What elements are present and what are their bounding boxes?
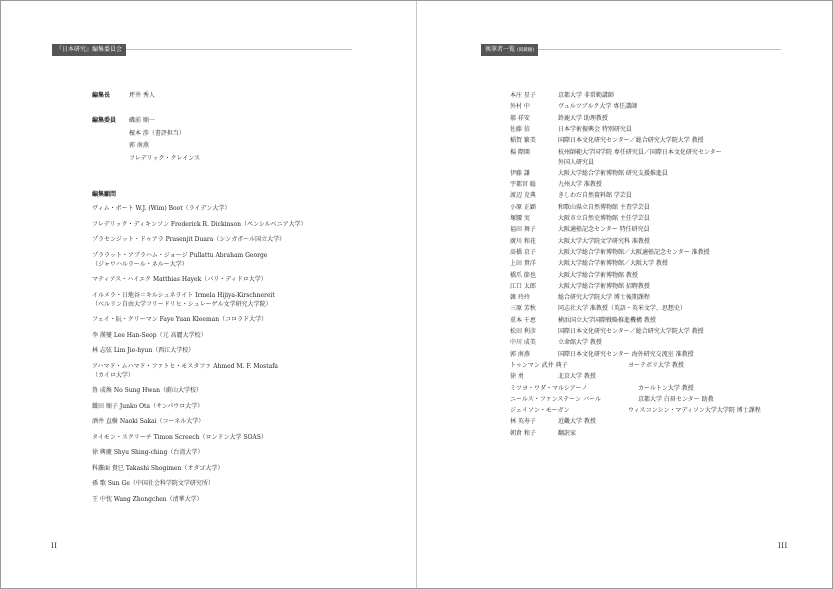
author-name: 楊 際開 [510, 148, 530, 156]
left-folio: II [51, 542, 58, 550]
author-affiliation: 大阪大学総合学術博物館 研究支援推進員 [558, 169, 668, 177]
author-name: 松田 利彦 [510, 328, 536, 335]
left-page [1, 1, 416, 588]
author-affiliation: きしわだ自然資料館 学芸員 [558, 192, 632, 200]
advisor-entry: 林 志弦 Lim Jie-hyun（西江大学校） [92, 347, 195, 354]
author-affiliation: 翻訳家 [558, 429, 577, 437]
advisor-entry: タイモン・スクリーチ Timon Screech（ロンドン大学 SOAS） [92, 433, 267, 441]
author-name: 三原 芳秋 [510, 305, 536, 313]
chief-name: 坪井 秀人 [129, 92, 155, 99]
author-name: 稲賀 繁美 [510, 137, 536, 145]
author-affiliation: 大阪大学総合学術博物館 教授 [558, 271, 638, 279]
author-name: 渡辺 克典 [510, 192, 536, 200]
authors-heading-bar [481, 44, 781, 56]
author-affiliation: 和歌山県立自然博物館 主査学芸員 [558, 203, 650, 211]
advisor-entry-continued: （ベルリン自由大学フリードリヒ・シュレーゲル文学研究大学院） [92, 300, 272, 308]
author-affiliation: 九州大学 准教授 [558, 181, 602, 189]
heading-text: 執筆者一覧 [485, 46, 516, 53]
author-affiliation-continued: 外国人研究員 [558, 158, 595, 166]
author-affiliation: ウィスコンシン・マディソン大学大学院 博士課程 [628, 407, 761, 415]
author-name: ミツヨ・ワダ・マルシアーノ [510, 384, 588, 392]
heading-text: 『日本研究』編集委員会 [56, 46, 123, 53]
advisor-entry: 魯 成煥 No Sung Hwan（蔚山大学校） [92, 387, 202, 394]
author-affiliation: 同志社大学 准教授（英語・英米文学、思想史） [558, 305, 686, 313]
author-name: ジェイソン・モーガン [510, 407, 570, 415]
advisor-entry: 王 中忱 Wang Zhongchen（清華大学） [92, 495, 203, 503]
advisor-entry: 李 漢燮 Lee Han-Seop（元 高麗大学校） [92, 331, 207, 339]
author-name: 塚腰 実 [510, 215, 530, 222]
advisor-entry-continued: （カイロ大学） [92, 371, 134, 379]
author-affiliation: ヨーテボリ大学 教授 [628, 361, 684, 369]
committee-member: 郭 南燕 [129, 142, 149, 149]
author-affiliation: 国際日本文化研究センター 海外研究交流室 准教授 [558, 350, 694, 358]
author-name: 上田 貴洋 [510, 260, 536, 268]
author-name: 本庄 星子 [510, 92, 536, 99]
author-affiliation: 大阪大学大学院文学研究科 准教授 [558, 237, 650, 245]
author-name: 橋爪 節也 [510, 271, 536, 279]
advisor-entry: 科蘿面 貴巳 Takashi Shogimen（オタゴ大学） [92, 464, 224, 472]
advisor-entry: フェイ・阮・クリーマン Faye Yuan Kleeman（コロラド大学） [92, 316, 268, 323]
heading-subtext: (掲載順) [517, 48, 535, 53]
author-affiliation: 国際日本文化研究センター／総合研究大学院大学 教授 [558, 137, 704, 145]
author-name: 重本 千恵 [510, 316, 536, 324]
author-name: 徐 勇 [510, 373, 524, 381]
committee-member: 磯前 順一 [129, 117, 155, 124]
author-name: 福田 舞子 [510, 226, 536, 234]
author-name: 郭 南燕 [510, 350, 530, 358]
author-affiliation: 近畿大学 教授 [558, 418, 596, 426]
author-affiliation: 大阪適塾記念センター 特任研究員 [558, 226, 650, 234]
author-affiliation: 日本学術振興会 特別研究員 [558, 125, 632, 133]
advisor-entry: 孫 歌 Sun Ge（中国社会科学院文学研究所） [92, 480, 214, 487]
author-name: トゥンマン 武井 典子 [510, 361, 568, 369]
advisor-entry: 織田 順子 Junko Ota（サンパウロ大学） [92, 402, 204, 410]
author-affiliation: 大阪市立自然史博物館 主任学芸員 [558, 215, 650, 222]
author-affiliation: カールトン大学 教授 [638, 384, 694, 392]
author-affiliation: 杭州師範大学国学院 専任研究員／国際日本文化研究センター [558, 148, 722, 156]
author-affiliation: 横浜国立大学国際戦略推進機構 教授 [558, 316, 656, 324]
author-affiliation: 大阪大学総合学術博物館／大阪大学 教授 [558, 260, 668, 268]
right-page [417, 1, 832, 588]
author-name: 中川 成美 [510, 339, 536, 347]
advisor-entry: イルメラ・日地谷＝キルシュネライト Irmela Hijiya-Kirschnereit [92, 291, 275, 299]
advisor-entry-continued: （ジャワハルラール・ネルー大学） [92, 260, 188, 268]
advisor-entry: プララット・アブラハム・ジョージ Pullattu Abraham George [92, 251, 268, 259]
author-affiliation: 大阪大学総合学術博物館 招聘教授 [558, 282, 650, 290]
author-name: 江口 太郎 [510, 282, 536, 290]
author-affiliation: 大阪大学総合学術博物館／大阪適塾記念センター 准教授 [558, 248, 710, 256]
advisor-entry: 徐 興慶 Shyu Shing-ching（台湾大学） [92, 449, 204, 456]
advisor-entry: アハマド・ムハマド・ファトヒ・モスタファ Ahmed M. F. Mostafa [92, 362, 278, 370]
author-name: 林 英寿子 [510, 418, 536, 426]
author-affiliation: ヴュルツブルク大学 専任講師 [558, 103, 638, 111]
author-affiliation: 立命館大学 教授 [558, 339, 602, 347]
author-name: ニールス・ファンステーン バール [510, 395, 601, 403]
author-name: 髙橋 京子 [510, 248, 536, 256]
advisor-entry: フレデリック・ディキンソン Frederick R. Dickinson（ペンシルベニア大学） [92, 220, 307, 228]
author-name: 廣川 和花 [510, 237, 536, 245]
author-name: 宇都宮 聡 [510, 181, 536, 189]
authors-heading [481, 44, 538, 56]
author-affiliation: 京都大学 白眉センター 助教 [638, 395, 714, 403]
author-affiliation: 北京大学 教授 [558, 373, 596, 381]
author-affiliation: 京都大学 非常勤講師 [558, 92, 614, 99]
author-name: 外村 中 [510, 103, 530, 111]
author-name: 小原 正顕 [510, 203, 536, 211]
advisors-label: 編集顧問 [92, 191, 117, 198]
advisor-entry: 酒井 直樹 Naoki Sakai（コーネル大学） [92, 418, 205, 425]
author-name: 伊藤 謙 [510, 169, 530, 177]
author-name: 韓 玲玲 [510, 294, 530, 302]
author-name: 朝倉 和子 [510, 429, 536, 437]
advisor-entry: プラセンジット・ドゥアラ Prasenjit Duara（シンガポール国立大学） [92, 236, 286, 243]
editorial-committee-heading-bar [52, 44, 352, 56]
author-name: 郝 祥安 [510, 114, 530, 122]
author-affiliation: 鈴鹿大学 助理教授 [558, 114, 608, 122]
author-name: 佐藤 信 [510, 125, 530, 133]
advisor-entry: ヴィム・ボート W.J. (Wim) Boot（ライデン大学） [92, 205, 231, 212]
editorial-committee-heading [52, 44, 126, 56]
author-affiliation: 総合研究大学院大学 博士後期課程 [558, 294, 650, 302]
right-folio: III [778, 542, 788, 550]
advisor-entry: マティアス・ハイエク Matthias Hayek（パリ・ディドロ大学） [92, 276, 267, 283]
committee-member: 榎本 渉（書評担当） [129, 129, 185, 137]
author-affiliation: 国際日本文化研究センター／総合研究大学院大学 教授 [558, 328, 704, 335]
committee-member: フレデリック・クレインス [129, 154, 201, 162]
chief-label: 編集長 [92, 92, 111, 99]
committee-label: 編集委員 [92, 117, 117, 124]
